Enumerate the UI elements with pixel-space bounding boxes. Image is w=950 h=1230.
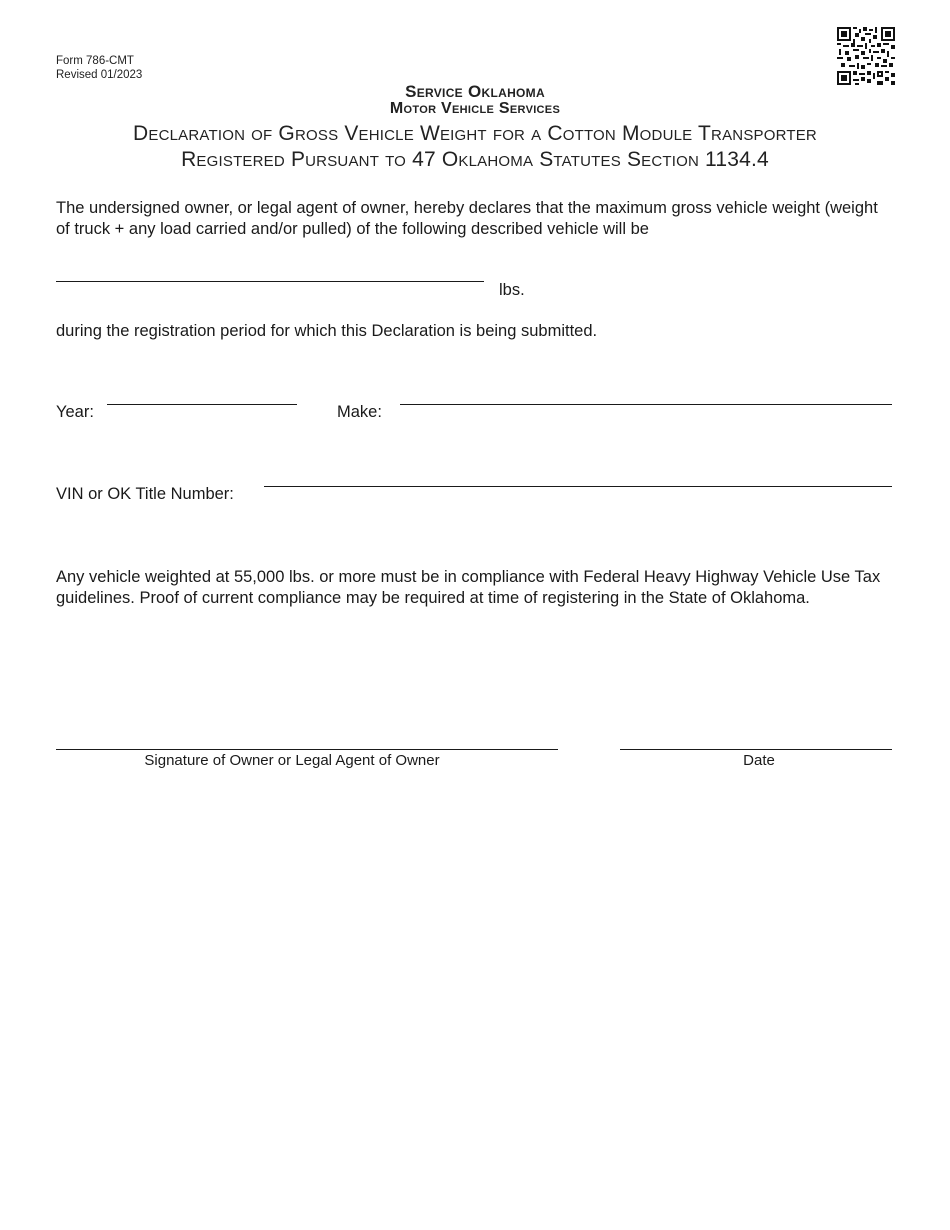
- form-title-line-1: Declaration of Gross Vehicle Weight for a Cotton Module Transporter: [133, 122, 817, 145]
- year-field[interactable]: [107, 404, 297, 405]
- declaration-intro: The undersigned owner, or legal agent of owner, hereby declares that the maximum gross vehicle weight (weight of truck + any load carried and/or pulled) of the following described vehicle will be: [56, 199, 878, 238]
- vin-label: VIN or OK Title Number:: [56, 485, 234, 503]
- date-label: Date: [743, 752, 775, 769]
- form-meta: [56, 54, 142, 82]
- declaration-period: during the registration period for which this Declaration is being submitted.: [56, 322, 598, 340]
- hvut-notice: Any vehicle weighted at 55,000 lbs. or more must be in compliance with Federal Heavy Highway Vehicle Use Tax guidelines. Proof of current compliance may be required at time of registering in the State of Oklahoma.: [56, 568, 881, 607]
- weight-field[interactable]: [56, 281, 484, 282]
- year-label: Year:: [56, 403, 94, 421]
- form-number: Form 786-CMT: [56, 55, 134, 67]
- signature-field[interactable]: [56, 732, 558, 750]
- signature-label: Signature of Owner or Legal Agent of Owner: [144, 752, 440, 769]
- make-label: Make:: [337, 403, 382, 421]
- agency-name: Service Oklahoma: [405, 82, 545, 101]
- weight-unit: lbs.: [499, 281, 525, 299]
- agency-division: Motor Vehicle Services: [389, 100, 561, 117]
- form-title-line-2: Registered Pursuant to 47 Oklahoma Statutes Section 1134.4: [181, 148, 769, 171]
- form-revision: Revised 01/2023: [56, 69, 143, 81]
- qr-code-icon: [837, 27, 895, 85]
- make-field[interactable]: [400, 404, 892, 405]
- date-field[interactable]: [620, 732, 892, 750]
- vin-field[interactable]: [264, 486, 892, 487]
